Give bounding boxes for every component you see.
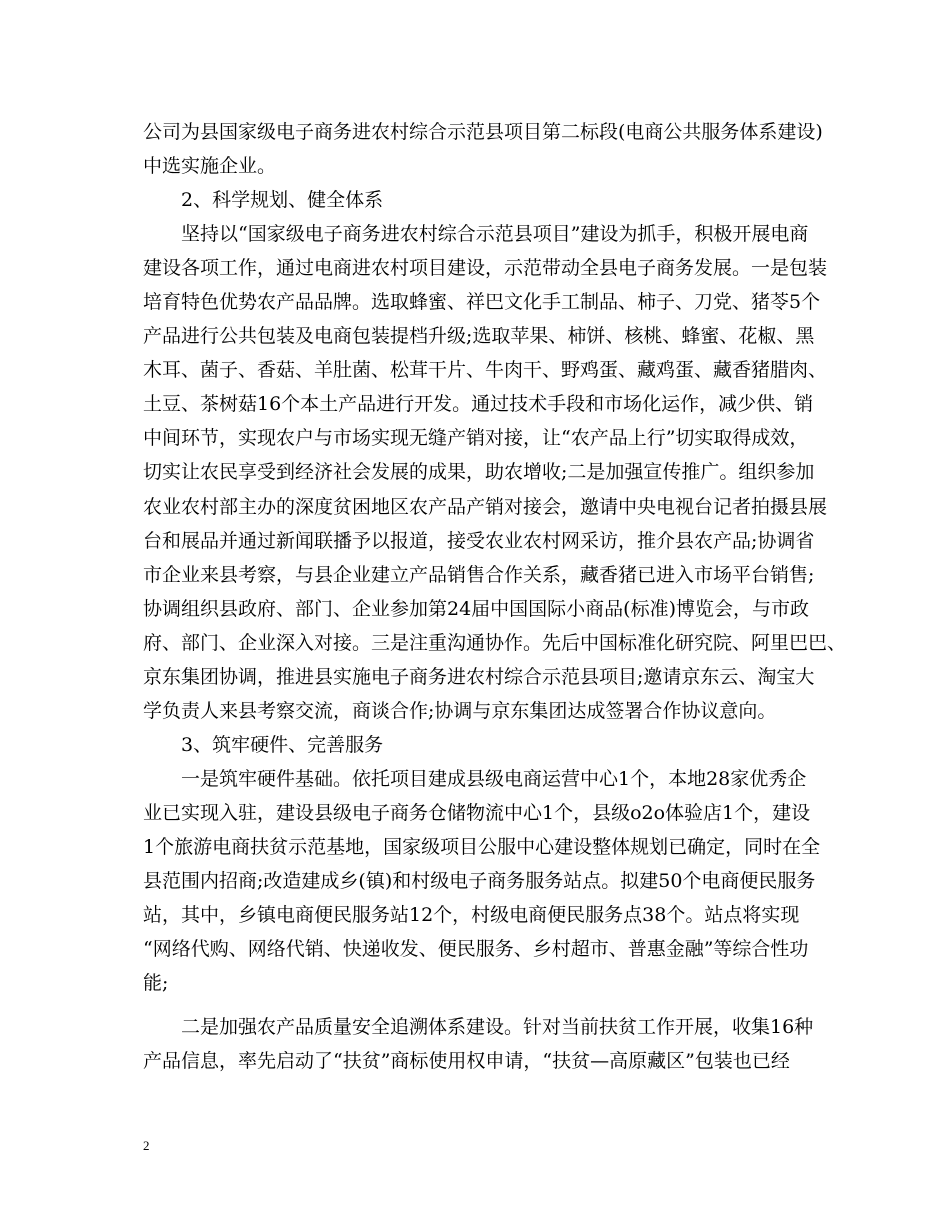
text-line: 业已实现入驻，建设县级电子商务仓储物流中心1个，县级o2o体验店1个，建设	[143, 801, 811, 824]
text-line: 产品信息，率先启动了“扶贫”商标使用权申请，“扶贫—高原藏区”包装也已经	[143, 1050, 790, 1073]
text-line: 台和展品并通过新闻联播予以报道，接受农业农村网采访，推介县农产品;协调省	[143, 529, 815, 552]
paragraph-gap	[143, 1000, 813, 1010]
text-line: 县范围内招商;改造建成乡(镇)和村级电子商务服务站点。拟建50个电商便民服务	[143, 870, 816, 893]
text-line: 产品进行公共包装及电商包装提档升级;选取苹果、柿饼、核桃、蜂蜜、花椒、黑	[143, 325, 815, 348]
text-line: 1个旅游电商扶贫示范基地，国家级项目公服中心建设整体规划已确定，同时在全	[143, 835, 821, 858]
text-line: 京东集团协调，推进县实施电子商务进农村综合示范县项目;邀请京东云、淘宝大	[143, 665, 815, 688]
page-number: 2	[143, 1138, 150, 1153]
text-line: “网络代购、网络代销、快递收发、便民服务、乡村超市、普惠金融”等综合性功	[143, 938, 809, 961]
text-line: 建设各项工作，通过电商进农村项目建设，示范带动全县电子商务发展。一是包装	[143, 257, 828, 280]
document-body	[143, 115, 847, 1078]
text-line: 市企业来县考察，与县企业建立产品销售合作关系，藏香猪已进入市场平台销售;	[143, 563, 815, 586]
text-line: 农业农村部主办的深度贫困地区农产品产销对接会，邀请中央电视台记者拍摄县展	[143, 495, 828, 518]
text-line: 中选实施企业。	[143, 155, 277, 178]
text-line: 协调组织县政府、部门、企业参加第24届中国国际小商品(标准)博览会，与市政	[143, 597, 810, 620]
paragraph-start-line: 二是加强农产品质量安全追溯体系建设。针对当前扶贫工作开展，收集16种	[181, 1016, 814, 1039]
section-heading: 3、筑牢硬件、完善服务	[181, 733, 384, 756]
text-line: 土豆、茶树菇16个本土产品进行开发。通过技术手段和市场化运作，减少供、销	[143, 393, 814, 416]
section-heading: 2、科学规划、健全体系	[181, 189, 384, 212]
text-line: 中间环节，实现农户与市场实现无缝产销对接，让“农产品上行”切实取得成效，	[143, 427, 809, 450]
text-line: 切实让农民享受到经济社会发展的成果，助农增收;二是加强宣传推广。组织参加	[143, 461, 815, 484]
text-line: 府、部门、企业深入对接。三是注重沟通协作。先后中国标准化研究院、阿里巴巴、	[143, 631, 847, 654]
paragraph-start-line: 一是筑牢硬件基础。依托项目建成县级电商运营中心1个，本地28家优秀企	[181, 767, 807, 790]
text-line: 木耳、菌子、香菇、羊肚菌、松茸干片、牛肉干、野鸡蛋、藏鸡蛋、藏香猪腊肉、	[143, 359, 828, 382]
paragraph-start-line: 坚持以“国家级电子商务进农村综合示范县项目”建设为抓手，积极开展电商	[181, 223, 809, 246]
text-line: 能;	[143, 972, 169, 995]
text-line: 学负责人来县考察交流，商谈合作;协调与京东集团达成签署合作协议意向。	[143, 699, 777, 722]
text-line: 公司为县国家级电子商务进农村综合示范县项目第二标段(电商公共服务体系建设)	[143, 121, 823, 143]
text-line: 站，其中，乡镇电商便民服务站12个，村级电商便民服务点38个。站点将实现	[143, 904, 800, 927]
text-line: 培育特色优势农产品品牌。选取蜂蜜、祥巴文化手工制品、柿子、刀党、猪苓5个	[143, 291, 821, 314]
